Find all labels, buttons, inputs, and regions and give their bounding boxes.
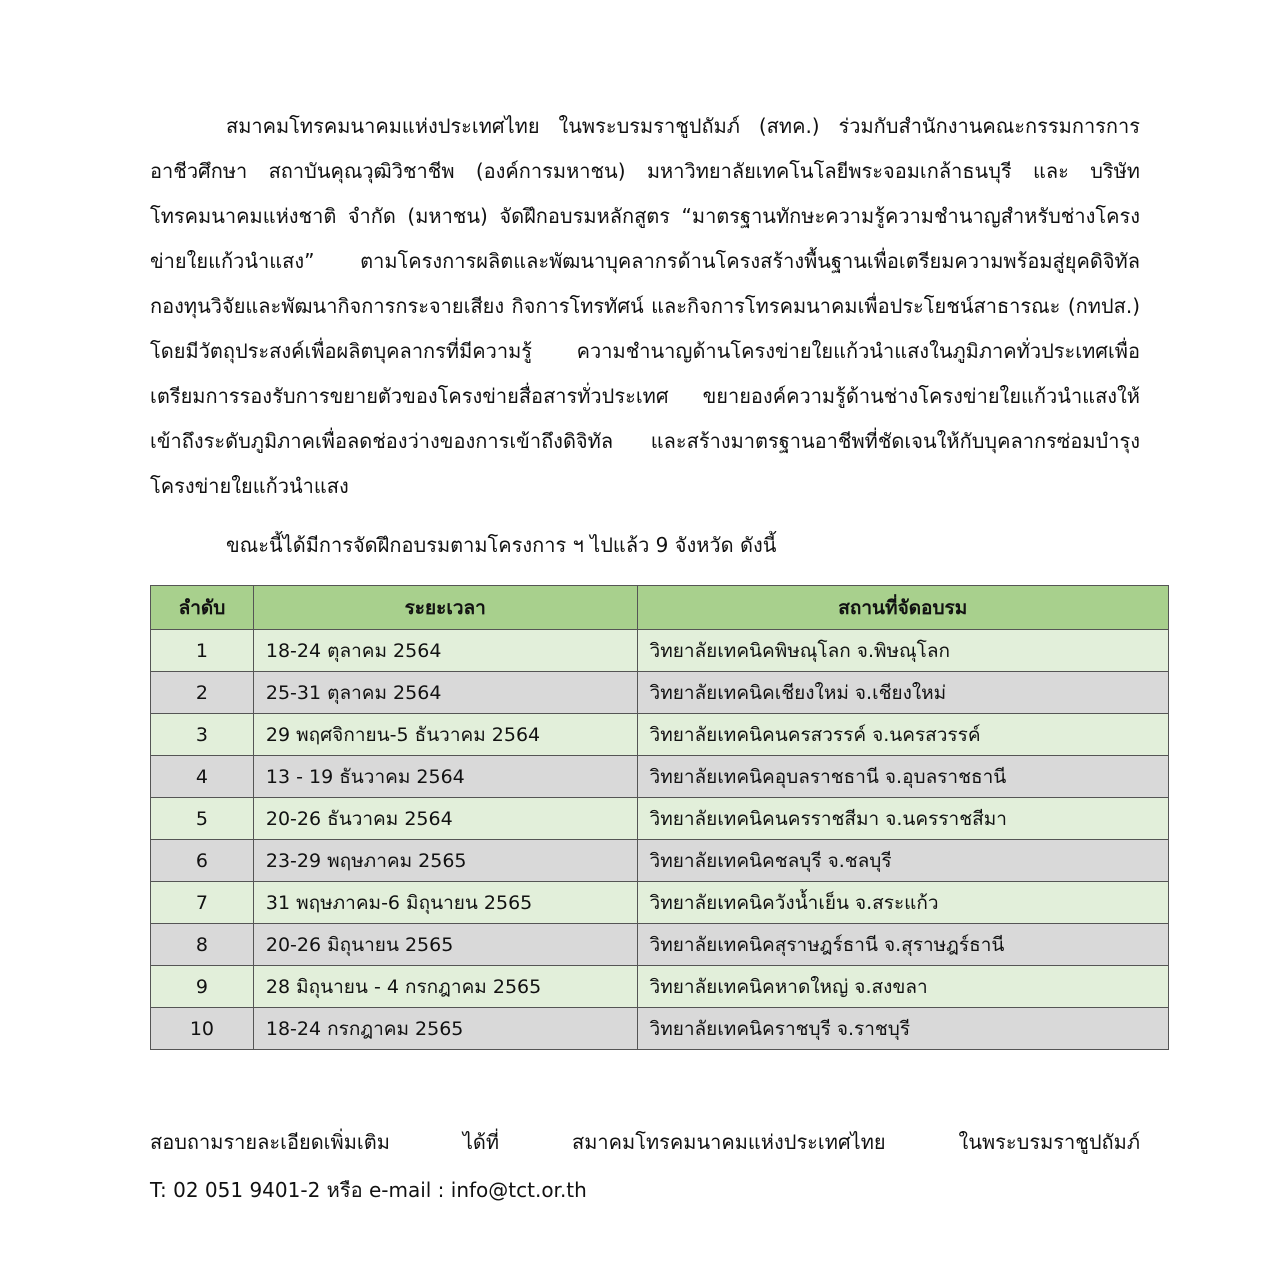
- row-period: 18-24 ตุลาคม 2564: [253, 630, 637, 672]
- row-period: 25-31 ตุลาคม 2564: [253, 672, 637, 714]
- header-period: ระยะเวลา: [253, 586, 637, 630]
- row-number: 8: [151, 924, 254, 966]
- contact-info-line: สอบถามรายละเอียดเพิ่มเติม ได้ที่ สมาคมโทรคมนาคมแห่งประเทศไทย ในพระบรมราชูปถัมภ์: [150, 1130, 1140, 1154]
- intro-paragraph: สมาคมโทรคมนาคมแห่งประเทศไทย ในพระบรมราชูปถัมภ์ (สทค.) ร่วมกับสำนักงานคณะกรรมการการอาชีวศึกษา สถาบันคุณวุฒิวิชาชีพ (องค์การมหาชน) มหาวิทยาลัยเทคโนโลยีพระจอมเกล้าธนบุรี และ บริษัท โทรคมนาคมแห่งชาติ จำกัด (มหาชน) จัดฝึกอบรมหลักสูตร “มาตรฐานทักษะความรู้ความชำนาญสำหรับช่างโครงข่ายใยแก้วนำแสง” ตามโครงการผลิตและพัฒนาบุคลากรด้านโครงสร้างพื้นฐานเพื่อเตรียมความพร้อมสู่ยุคดิจิทัล กองทุนวิจัยและพัฒนากิจการกระจายเสียง กิจการโทรทัศน์ และกิจการโทรคมนาคมเพื่อประโยชน์สาธารณะ (กทปส.) โดยมีวัตถุประสงค์เพื่อผลิตบุคลากรที่มีความรู้ ความชำนาญด้านโครงข่ายใยแก้วนำแสงในภูมิภาคทั่วประเทศเพื่อเตรียมการรองรับการขยายตัวของโครงข่ายสื่อสารทั่วประเทศ ขยายองค์ความรู้ด้านช่างโครงข่ายใยแก้วนำแสงให้เข้าถึงระดับภูมิภาคเพื่อลดช่องว่างของการเข้าถึงดิจิทัล และสร้างมาตรฐานอาชีพที่ชัดเจนให้กับบุคลากรซ่อมบำรุงโครงข่ายใยแก้วนำแสง: [150, 114, 1140, 498]
- row-venue: วิทยาลัยเทคนิคนครราชสีมา จ.นครราชสีมา: [637, 798, 1168, 840]
- table-row: [151, 630, 1169, 672]
- table-row: [151, 714, 1169, 756]
- row-number: 6: [151, 840, 254, 882]
- row-venue: วิทยาลัยเทคนิคเชียงใหม่ จ.เชียงใหม่: [637, 672, 1168, 714]
- row-venue: วิทยาลัยเทคนิคพิษณุโลก จ.พิษณุโลก: [637, 630, 1168, 672]
- row-number: 1: [151, 630, 254, 672]
- row-venue: วิทยาลัยเทคนิคสุราษฎร์ธานี จ.สุราษฎร์ธานี: [637, 924, 1168, 966]
- row-period: 20-26 ธันวาคม 2564: [253, 798, 637, 840]
- row-period: 28 มิถุนายน - 4 กรกฎาคม 2565: [253, 966, 637, 1008]
- contact-phone-email: T: 02 051 9401-2 หรือ e-mail : info@tct.or.th: [150, 1178, 587, 1202]
- table-row: [151, 924, 1169, 966]
- table-row: [151, 882, 1169, 924]
- row-period: 13 - 19 ธันวาคม 2564: [253, 756, 637, 798]
- row-number: 2: [151, 672, 254, 714]
- row-number: 9: [151, 966, 254, 1008]
- table-row: [151, 672, 1169, 714]
- row-venue: วิทยาลัยเทคนิคชลบุรี จ.ชลบุรี: [637, 840, 1168, 882]
- row-venue: วิทยาลัยเทคนิควังน้ำเย็น จ.สระแก้ว: [637, 882, 1168, 924]
- header-order: ลำดับ: [151, 586, 254, 630]
- row-number: 10: [151, 1008, 254, 1050]
- table-row: [151, 756, 1169, 798]
- training-note: ขณะนี้ได้มีการจัดฝึกอบรมตามโครงการ ฯ ไปแล้ว 9 จังหวัด ดังนี้: [226, 533, 777, 557]
- table-row: [151, 798, 1169, 840]
- row-number: 3: [151, 714, 254, 756]
- table-header-row: [151, 586, 1169, 630]
- row-period: 29 พฤศจิกายน-5 ธันวาคม 2564: [253, 714, 637, 756]
- row-period: 23-29 พฤษภาคม 2565: [253, 840, 637, 882]
- row-period: 20-26 มิถุนายน 2565: [253, 924, 637, 966]
- row-number: 7: [151, 882, 254, 924]
- row-period: 31 พฤษภาคม-6 มิถุนายน 2565: [253, 882, 637, 924]
- row-venue: วิทยาลัยเทคนิคนครสวรรค์ จ.นครสวรรค์: [637, 714, 1168, 756]
- row-venue: วิทยาลัยเทคนิคราชบุรี จ.ราชบุรี: [637, 1008, 1168, 1050]
- table-row: [151, 840, 1169, 882]
- table-row: [151, 966, 1169, 1008]
- row-number: 5: [151, 798, 254, 840]
- row-venue: วิทยาลัยเทคนิคอุบลราชธานี จ.อุบลราชธานี: [637, 756, 1168, 798]
- row-period: 18-24 กรกฎาคม 2565: [253, 1008, 637, 1050]
- row-venue: วิทยาลัยเทคนิคหาดใหญ่ จ.สงขลา: [637, 966, 1168, 1008]
- training-schedule-table: [150, 585, 1169, 1050]
- contact-block: [150, 1118, 1140, 1214]
- row-number: 4: [151, 756, 254, 798]
- table-row: [151, 1008, 1169, 1050]
- header-venue: สถานที่จัดอบรม: [637, 586, 1168, 630]
